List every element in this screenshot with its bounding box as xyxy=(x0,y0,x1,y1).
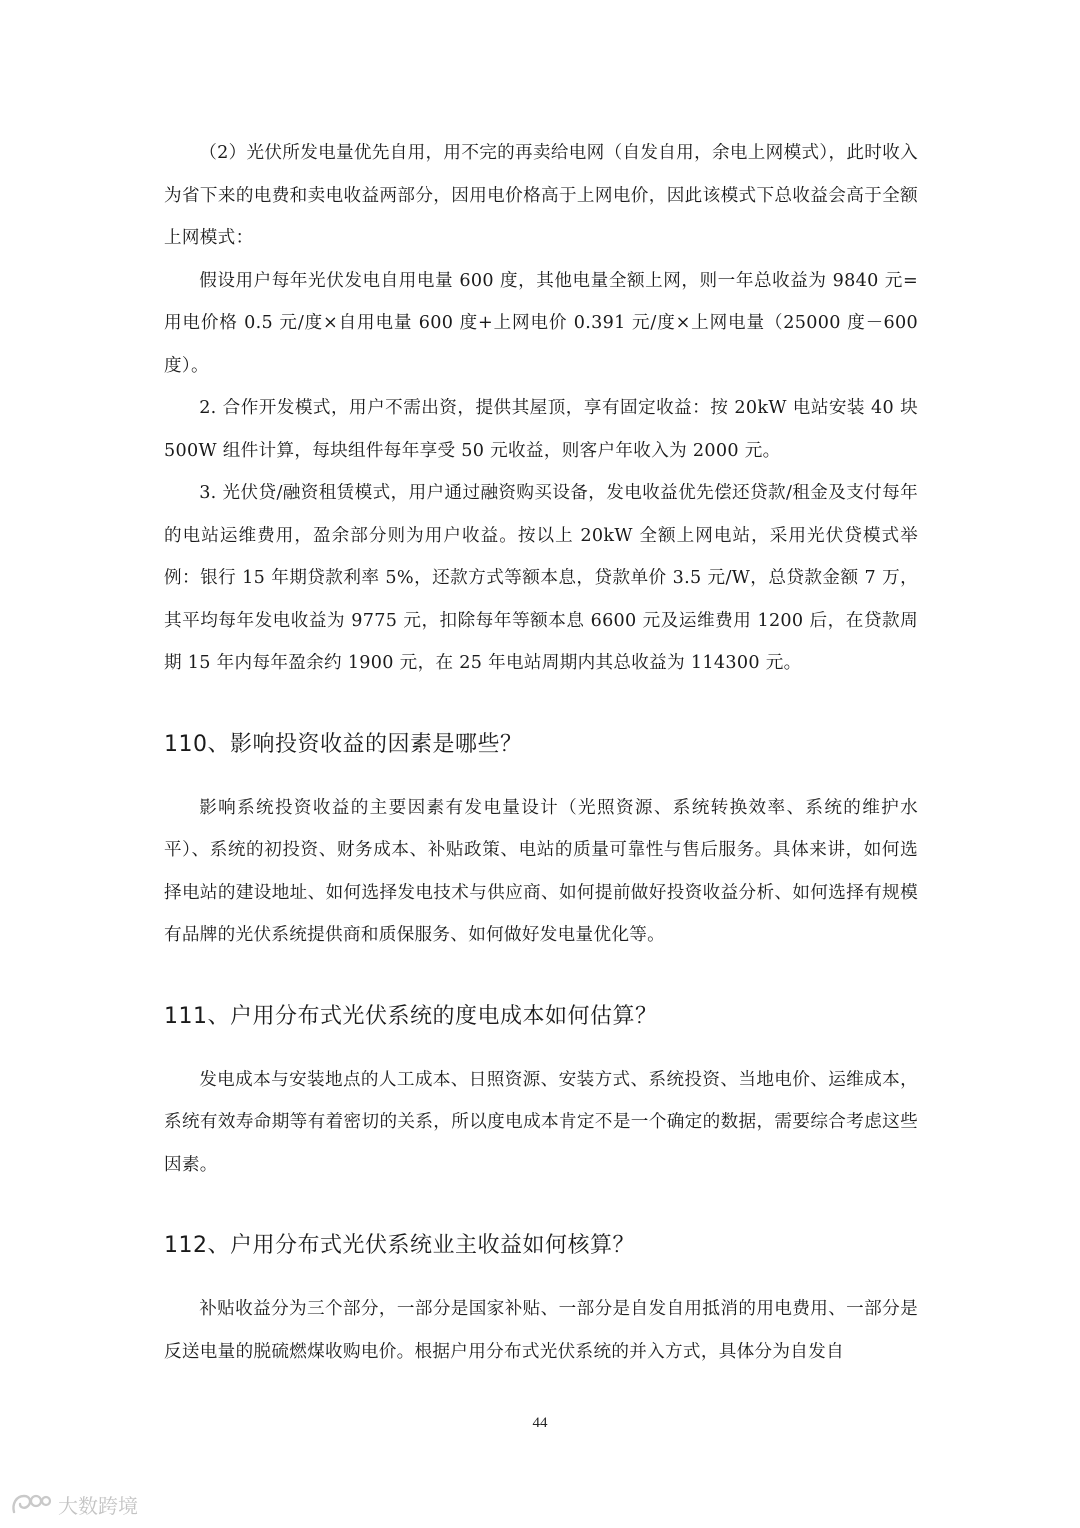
section-heading-112: 112、户用分布式光伏系统业主收益如何核算？ xyxy=(164,1233,635,1258)
intro-paragraph-3: 2. 合作开发模式，用户不需出资，提供其屋顶，享有固定收益：按 20kW 电站安装 40 块 500W 组件计算，每块组件每年享受 50 元收益，则客户年收入为 2000 元。 xyxy=(164,398,918,461)
page-content xyxy=(164,132,918,1373)
section-body-110: 影响系统投资收益的主要因素有发电量设计（光照资源、系统转换效率、系统的维护水平）、系统的初投资、财务成本、补贴政策、电站的质量可靠性与售后服务。具体来讲，如何选择电站的建设地址、如何选择发电技术与供应商、如何提前做好投资收益分析、如何选择有规模有品牌的光伏系统提供商和质保服务、如何做好发电量优化等。 xyxy=(164,797,918,945)
intro-paragraph-2: 假设用户每年光伏发电自用电量 600 度，其他电量全额上网，则一年总收益为 9840 元=用电价格 0.5 元/度×自用电量 600 度+上网电价 0.391 元/度×上网电量（25000 度－600 度）。 xyxy=(164,270,918,376)
page-number: 44 xyxy=(532,1415,548,1431)
section-heading-110: 110、影响投资收益的因素是哪些？ xyxy=(164,731,523,757)
watermark-logo-icon xyxy=(10,1492,52,1518)
section-body-111: 发电成本与安装地点的人工成本、日照资源、安装方式、系统投资、当地电价、运维成本，系统有效寿命期等有着密切的关系，所以度电成本肯定不是一个确定的数据，需要综合考虑这些因素。 xyxy=(164,1069,918,1175)
intro-paragraph-4: 3. 光伏贷/融资租赁模式，用户通过融资购买设备，发电收益优先偿还贷款/租金及支付每年的电站运维费用，盈余部分则为用户收益。按以上 20kW 全额上网电站，采用光伏贷模式举例：银行 15 年期贷款利率 5%，还款方式等额本息，贷款单价 3.5 元/W，总贷款金额 7 万，其平均每年发电收益为 9775 元，扣除每年等额本息 6600 元及运维费用 1200 后，在贷款周期 15 年内每年盈余约 1900 元，在 25 年电站周期内其总收益为 114300 元。 xyxy=(164,483,918,673)
section-heading-111: 111、户用分布式光伏系统的度电成本如何估算？ xyxy=(164,1003,658,1029)
intro-paragraph-1: （2）光伏所发电量优先自用，用不完的再卖给电网（自发自用，余电上网模式），此时收入为省下来的电费和卖电收益两部分，因用电价格高于上网电价，因此该模式下总收益会高于全额上网模式： xyxy=(164,143,918,248)
watermark xyxy=(10,1490,138,1519)
section-112 xyxy=(164,1231,918,1373)
section-111 xyxy=(164,1002,918,1187)
section-body-112: 补贴收益分为三个部分，一部分是国家补贴、一部分是自发自用抵消的用电费用、一部分是反送电量的脱硫燃煤收购电价。根据户用分布式光伏系统的并入方式，具体分为自发自 xyxy=(164,1299,918,1362)
watermark-text: 大数跨境 xyxy=(58,1494,138,1518)
section-110 xyxy=(164,730,918,957)
